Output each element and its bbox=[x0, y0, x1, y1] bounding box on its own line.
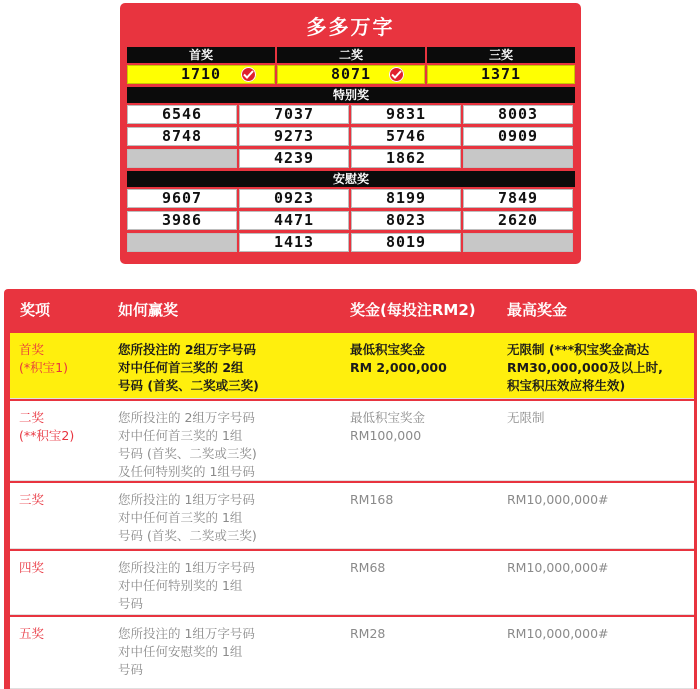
first-prize-cell bbox=[127, 65, 275, 84]
prize-amount-text bbox=[350, 409, 425, 445]
number-cell: 3986 bbox=[127, 211, 237, 230]
text-line: 无限制 (***积宝奖金高达 bbox=[507, 342, 650, 357]
header-item: 奖项 bbox=[20, 301, 51, 319]
text-line: 号码 (首奖、二奖或三奖) bbox=[118, 528, 257, 543]
empty-number-cell bbox=[127, 233, 237, 252]
prize-table bbox=[4, 289, 697, 689]
consolation-prize-header: 安慰奖 bbox=[127, 171, 575, 187]
text-line: 二奖 bbox=[19, 410, 45, 425]
text-line: 您所投注的 1组万字号码 bbox=[118, 560, 255, 575]
text-line: 首奖 bbox=[19, 342, 45, 357]
number-cell: 4471 bbox=[239, 211, 349, 230]
number-cell: 6546 bbox=[127, 105, 237, 124]
text-line: RM 2,000,000 bbox=[350, 360, 447, 375]
max-prize-text bbox=[507, 341, 663, 395]
number-cell: 2620 bbox=[463, 211, 573, 230]
table-row bbox=[10, 333, 694, 399]
text-line: RM10,000,000# bbox=[507, 492, 609, 507]
max-prize-text bbox=[507, 559, 609, 577]
number-cell: 9831 bbox=[351, 105, 461, 124]
text-line: RM28 bbox=[350, 626, 386, 641]
text-line: RM168 bbox=[350, 492, 394, 507]
third-prize-cell bbox=[427, 65, 575, 84]
text-line: 您所投注的 1组万字号码 bbox=[118, 492, 255, 507]
number-cell: 1413 bbox=[239, 233, 349, 252]
how-to-win-text bbox=[118, 625, 255, 679]
text-line: 积宝积压效应将生效) bbox=[507, 378, 626, 393]
prize-amount-text bbox=[350, 625, 385, 643]
third-prize-header: 三奖 bbox=[427, 47, 575, 63]
prize-name bbox=[19, 341, 68, 377]
text-line: (*积宝1) bbox=[19, 360, 68, 375]
text-line: RM100,000 bbox=[350, 428, 422, 443]
number-cell: 5746 bbox=[351, 127, 461, 146]
number-cell: 1862 bbox=[351, 149, 461, 168]
empty-number-cell bbox=[463, 233, 573, 252]
text-line: 对中任何安慰奖的 1组 bbox=[118, 644, 243, 659]
check-icon bbox=[389, 67, 404, 82]
text-line: 号码 (首奖、二奖或三奖) bbox=[118, 378, 259, 393]
number-cell: 0923 bbox=[239, 189, 349, 208]
number-cell: 9607 bbox=[127, 189, 237, 208]
first-prize-number: 1710 bbox=[180, 65, 222, 83]
number-cell: 9273 bbox=[239, 127, 349, 146]
number-cell: 8748 bbox=[127, 127, 237, 146]
prize-name bbox=[19, 625, 44, 643]
first-prize-header: 首奖 bbox=[127, 47, 275, 63]
number-cell: 4239 bbox=[239, 149, 349, 168]
text-line: 号码 (首奖、二奖或三奖) bbox=[118, 446, 257, 461]
text-line: 号码 bbox=[118, 662, 144, 677]
empty-number-cell bbox=[463, 149, 573, 168]
table-row bbox=[10, 617, 694, 689]
prize-amount-text bbox=[350, 341, 447, 377]
header-how-to-win: 如何赢奖 bbox=[118, 301, 179, 319]
max-prize-text bbox=[507, 409, 545, 427]
text-line: 对中任何首三奖的 2组 bbox=[118, 360, 244, 375]
check-icon bbox=[241, 67, 256, 82]
text-line: 四奖 bbox=[19, 560, 45, 575]
table-row bbox=[10, 401, 694, 481]
number-cell: 8003 bbox=[463, 105, 573, 124]
how-to-win-text bbox=[118, 559, 255, 613]
prize-name bbox=[19, 491, 44, 509]
third-prize-number: 1371 bbox=[480, 65, 522, 83]
number-cell: 7037 bbox=[239, 105, 349, 124]
special-prize-header: 特别奖 bbox=[127, 87, 575, 103]
number-cell: 0909 bbox=[463, 127, 573, 146]
text-line: 最低积宝奖金 bbox=[350, 410, 426, 425]
how-to-win-text bbox=[118, 409, 257, 481]
text-line: 您所投注的 2组万字号码 bbox=[118, 342, 257, 357]
header-prize-amount: 奖金(每投注RM2) bbox=[350, 301, 476, 319]
number-cell: 8023 bbox=[351, 211, 461, 230]
number-cell: 7849 bbox=[463, 189, 573, 208]
prize-amount-text bbox=[350, 559, 385, 577]
second-prize-number: 8071 bbox=[330, 65, 372, 83]
text-line: RM30,000,000及以上时, bbox=[507, 360, 663, 375]
second-prize-cell bbox=[277, 65, 425, 84]
text-line: 对中任何首三奖的 1组 bbox=[118, 510, 243, 525]
number-cell: 8019 bbox=[351, 233, 461, 252]
results-title: 多多万字 bbox=[306, 15, 395, 39]
text-line: RM10,000,000# bbox=[507, 560, 609, 575]
text-line: 五奖 bbox=[19, 626, 45, 641]
text-line: 您所投注的 2组万字号码 bbox=[118, 410, 255, 425]
table-row bbox=[10, 483, 694, 549]
text-line: RM10,000,000# bbox=[507, 626, 609, 641]
header-max-prize: 最高奖金 bbox=[507, 301, 568, 319]
max-prize-text bbox=[507, 491, 609, 509]
empty-number-cell bbox=[127, 149, 237, 168]
text-line: 最低积宝奖金 bbox=[350, 342, 426, 357]
number-cell: 8199 bbox=[351, 189, 461, 208]
max-prize-text bbox=[507, 625, 609, 643]
text-line: 号码 bbox=[118, 596, 144, 611]
text-line: 三奖 bbox=[19, 492, 45, 507]
text-line: 对中任何首三奖的 1组 bbox=[118, 428, 243, 443]
table-row bbox=[10, 551, 694, 615]
text-line: 对中任何特别奖的 1组 bbox=[118, 578, 243, 593]
text-line: RM68 bbox=[350, 560, 386, 575]
results-card bbox=[120, 3, 581, 264]
prize-name bbox=[19, 409, 74, 445]
text-line: (**积宝2) bbox=[19, 428, 75, 443]
how-to-win-text bbox=[118, 491, 257, 545]
text-line: 无限制 bbox=[507, 410, 545, 425]
text-line: 及任何特别奖的 1组号码 bbox=[118, 464, 255, 479]
how-to-win-text bbox=[118, 341, 259, 395]
prize-amount-text bbox=[350, 491, 393, 509]
text-line: 您所投注的 1组万字号码 bbox=[118, 626, 255, 641]
prize-name bbox=[19, 559, 44, 577]
second-prize-header: 二奖 bbox=[277, 47, 425, 63]
